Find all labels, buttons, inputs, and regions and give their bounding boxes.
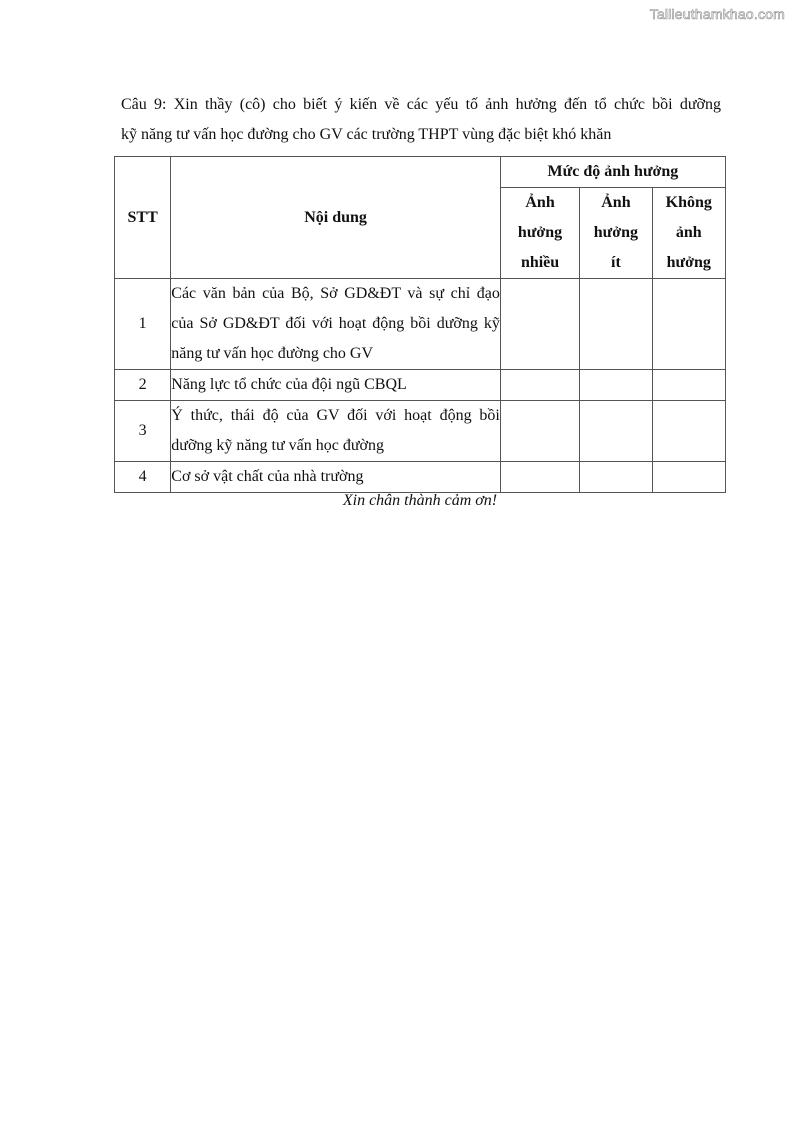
table-row xyxy=(115,279,726,370)
rating-cell-low[interactable] xyxy=(580,279,652,370)
header-level-high xyxy=(500,188,579,279)
header-level-low-line2: hưởng xyxy=(593,224,639,241)
header-level-high-line2: hưởng xyxy=(517,224,563,241)
rating-cell-none[interactable] xyxy=(652,279,725,370)
table-row xyxy=(115,401,726,462)
rating-cell-high[interactable] xyxy=(500,279,579,370)
rating-cell-none[interactable] xyxy=(652,401,725,462)
question-text xyxy=(121,90,721,150)
header-level-none-line3: hưởng xyxy=(666,254,711,271)
row-content: Cơ sở vật chất của nhà trường xyxy=(171,462,501,493)
header-row-top xyxy=(115,157,726,188)
row-content: Năng lực tổ chức của đội ngũ CBQL xyxy=(171,370,501,401)
header-level-none-line1: Không xyxy=(665,194,712,211)
rating-cell-low[interactable] xyxy=(580,401,652,462)
table-row xyxy=(115,370,726,401)
header-level-high-line3: nhiều xyxy=(520,254,560,271)
watermark-text: Tailieuthamkhao.com xyxy=(649,6,785,22)
rating-cell-none[interactable] xyxy=(652,370,725,401)
header-level-low-line3: ít xyxy=(611,254,621,271)
row-stt: 1 xyxy=(115,279,171,370)
header-level-high-line1: Ảnh xyxy=(525,194,555,211)
row-stt: 2 xyxy=(115,370,171,401)
header-content: Nội dung xyxy=(171,157,501,279)
row-stt: 4 xyxy=(115,462,171,493)
header-level-low xyxy=(580,188,652,279)
rating-cell-high[interactable] xyxy=(500,370,579,401)
survey-table xyxy=(114,156,726,493)
row-stt: 3 xyxy=(115,401,171,462)
header-impact-level: Mức độ ảnh hưởng xyxy=(500,157,725,188)
rating-cell-low[interactable] xyxy=(580,370,652,401)
question-line-2: kỹ năng tư vấn học đường cho GV các trường THPT vùng đặc biệt khó khăn xyxy=(121,126,612,143)
question-line-1: Câu 9: Xin thầy (cô) cho biết ý kiến về các yếu tố ảnh hưởng đến tổ chức bồi dưỡng xyxy=(121,96,721,113)
row-content: Ý thức, thái độ của GV đối với hoạt động bồi dưỡng kỹ năng tư vấn học đường xyxy=(171,401,501,462)
header-level-none-line2: ảnh xyxy=(675,224,702,241)
header-level-none xyxy=(652,188,725,279)
closing-text: Xin chân thành cảm ơn! xyxy=(342,492,498,509)
header-stt: STT xyxy=(115,157,171,279)
rating-cell-high[interactable] xyxy=(500,401,579,462)
header-level-low-line1: Ảnh xyxy=(601,194,631,211)
row-content: Các văn bản của Bộ, Sở GD&ĐT và sự chỉ đạo của Sở GD&ĐT đối với hoạt động bồi dưỡng kỹ năng tư vấn học đường cho GV xyxy=(171,279,501,370)
